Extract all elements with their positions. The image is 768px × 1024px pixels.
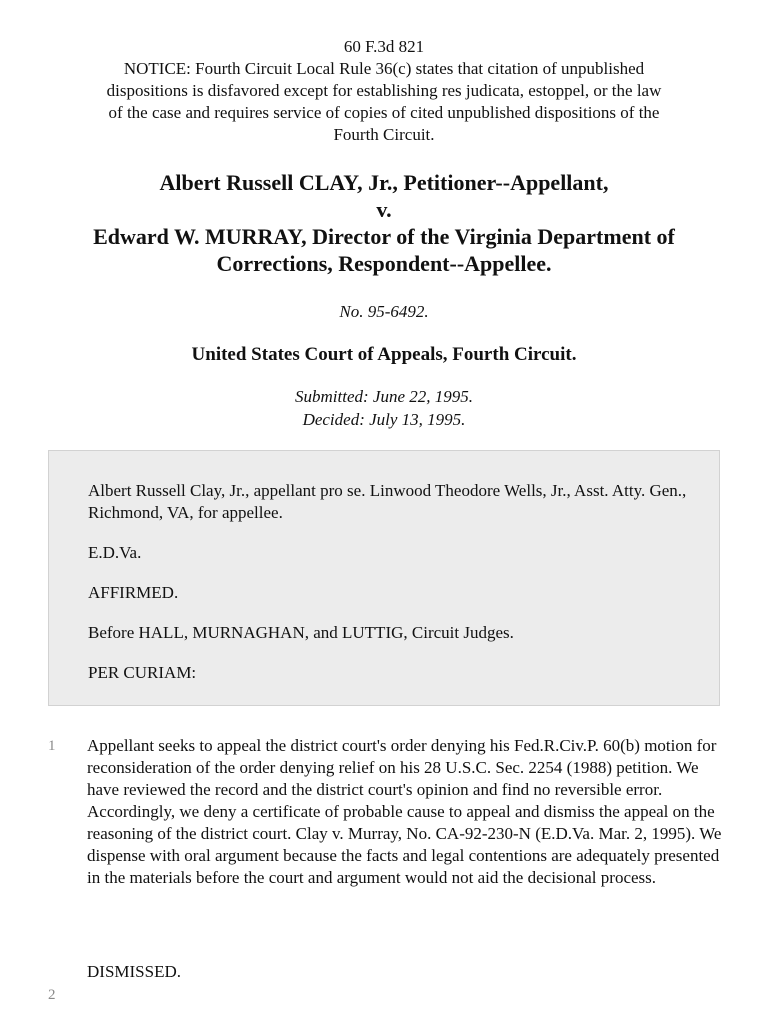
decided-date: Decided: July 13, 1995. xyxy=(302,410,466,429)
petitioner-name: Albert Russell CLAY, Jr., Petitioner--Appellant, xyxy=(159,170,609,195)
opinion-author: PER CURIAM: xyxy=(88,663,197,682)
case-dates xyxy=(40,385,728,431)
citation: 60 F.3d 821 xyxy=(343,37,425,56)
versus-label: v. xyxy=(376,197,392,222)
docket-number: No. 95-6492. xyxy=(339,302,429,321)
case-summary-box xyxy=(48,450,720,706)
counsel-text: Albert Russell Clay, Jr., appellant pro se. Linwood Theodore Wells, Jr., Asst. Atty. Gen., Richmond, VA, for appellee. xyxy=(88,481,687,522)
final-disposition: DISMISSED. xyxy=(87,962,181,981)
court-name: United States Court of Appeals, Fourth Circuit. xyxy=(191,344,577,365)
lower-court: E.D.Va. xyxy=(88,543,142,562)
submitted-date: Submitted: June 22, 1995. xyxy=(295,387,473,406)
panel-judges: Before HALL, MURNAGHAN, and LUTTIG, Circuit Judges. xyxy=(88,623,514,642)
case-caption xyxy=(30,169,738,277)
disposition: AFFIRMED. xyxy=(88,583,179,602)
paragraph-number: 2 xyxy=(48,987,56,1003)
opinion-paragraph: Appellant seeks to appeal the district court's order denying his Fed.R.Civ.P. 60(b) motion for reconsideration of the order denying relief on his 28 U.S.C. Sec. 2254 (1988) petition. We have reviewed the record and the district court's opinion and find no reversible error. Accordingly, we deny a certificate of probable cause to appeal and dismiss the appeal on the reasoning of the district court. Clay v. Murray, No. CA-92-230-N (E.D.Va. Mar. 2, 1995). We dispense with oral argument because the facts and legal contentions are adequately presented in the materials before the court and argument would not aid the decisional process. xyxy=(87,736,722,887)
paragraph-number: 1 xyxy=(48,738,56,754)
header-block xyxy=(40,36,728,146)
notice-text: NOTICE: Fourth Circuit Local Rule 36(c) states that citation of unpublished dispositions is disfavored except for establishing res judicata, estoppel, or the law of the case and requires service of copies of cited unpublished dispositions of the Fourth Circuit. xyxy=(106,59,662,144)
respondent-name: Edward W. MURRAY, Director of the Virginia Department of Corrections, Respondent--Appellee. xyxy=(93,224,675,276)
